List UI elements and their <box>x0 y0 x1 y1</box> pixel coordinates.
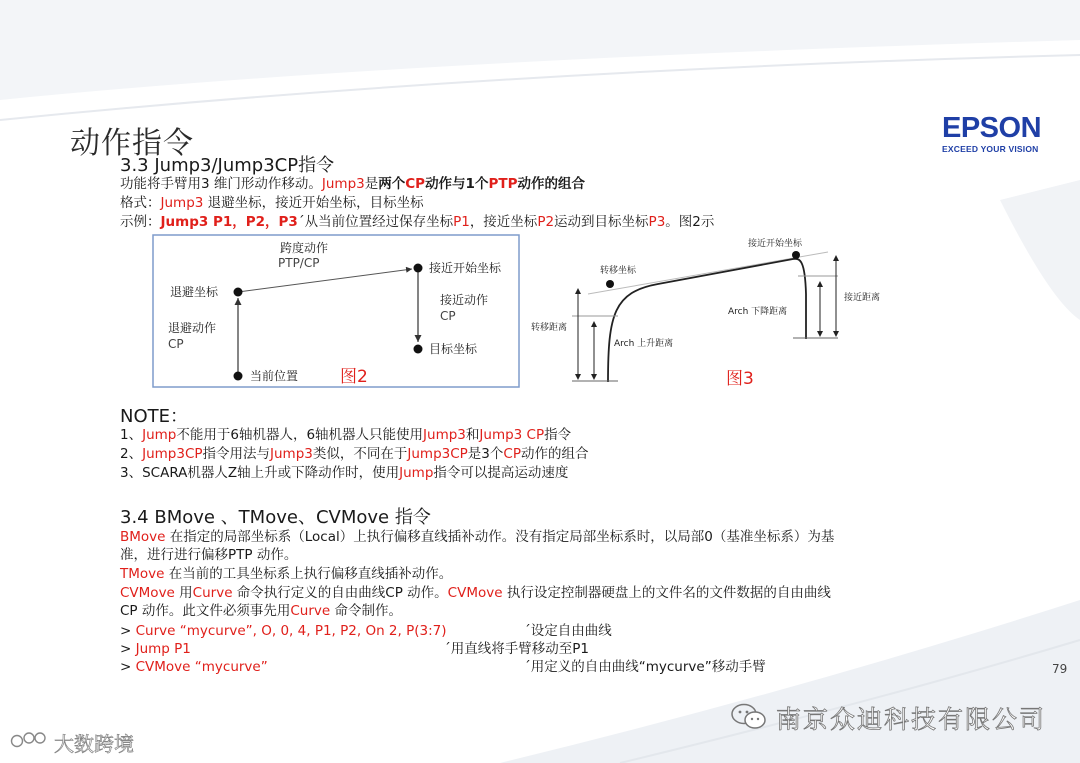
note-item-2: 2、Jump3CP指令用法与Jump3类似，不同在于Jump3CP是3个CP动作的组合 <box>120 446 589 462</box>
example-cvmove-comment: ´用定义的自由曲线“mycurve”移动手臂 <box>524 659 766 675</box>
watermark-source: 大数跨境 <box>54 732 134 756</box>
example-jump-comment: ´用直线将手臂移动至P1 <box>444 641 589 657</box>
fig3-approach-start-label: 接近开始坐标 <box>748 239 803 249</box>
section-heading-bmove: 3.4 BMove 、TMove、CVMove 指令 <box>120 507 431 528</box>
fig3-turn-dist-label: 转移距离 <box>531 323 568 333</box>
retreat-motion-label: 退避动作 <box>168 321 217 335</box>
jump3-description: 功能将手臂用3 维门形动作移动。Jump3是两个CP动作与1个PTP动作的组合 <box>120 176 585 192</box>
retreat-motion-type: CP <box>168 337 184 351</box>
jump3-format: 格式：Jump3 退避坐标，接近开始坐标，目标坐标 <box>120 195 424 211</box>
bmove-description-line1: BMove 在指定的局部坐标系（Local）上执行偏移直线插补动作。没有指定局部坐标系时，以局部0（基准坐标系）为基 <box>120 529 835 545</box>
figure-2-caption: 图2 <box>340 367 368 387</box>
cvmove-description-line2: CP 动作。此文件必须事先用Curve 命令制作。 <box>120 603 402 619</box>
figure-3-caption: 图3 <box>726 369 754 389</box>
note-item-3: 3、SCARA机器人Z轴上升或下降动作时，使用Jump指令可以提高运动速度 <box>120 465 569 481</box>
watermark-company: 南京众迪科技有限公司 <box>776 705 1047 734</box>
example-curve-command: > Curve “mycurve”, O, 0, 4, P1, P2, On 2, P(3:7) <box>120 623 447 639</box>
target-coord-label: 目标坐标 <box>429 342 478 356</box>
tmove-description: TMove 在当前的工具坐标系上执行偏移直线插补动作。 <box>120 566 453 582</box>
current-position-label: 当前位置 <box>250 369 299 383</box>
bmove-description-line2: 准，进行进行偏移PTP 动作。 <box>120 547 298 563</box>
example-cvmove-command: > CVMove “mycurve” <box>120 659 268 675</box>
figure-2-frame <box>153 235 519 387</box>
figure-2-jump3-path <box>150 232 522 390</box>
target-point-dot <box>414 345 423 354</box>
retreat-point-dot <box>234 288 243 297</box>
retreat-coord-label: 退避坐标 <box>170 285 219 299</box>
approach-motion-type: CP <box>440 309 456 323</box>
jump3-example: 示例：Jump3 P1，P2，P3´从当前位置经过保存坐标P1，接近坐标P2运动到目标坐标P3。图2示 <box>120 214 715 230</box>
note-item-1: 1、Jump不能用于6轴机器人，6轴机器人只能使用Jump3和Jump3 CP指令 <box>120 427 572 443</box>
note-title: NOTE： <box>120 406 189 427</box>
arch-path <box>608 259 806 382</box>
figure-3-arch-motion <box>528 234 881 392</box>
wechat-icon <box>730 702 768 732</box>
span-motion-type: PTP/CP <box>278 256 320 270</box>
page-number: 79 <box>1052 662 1068 676</box>
source-logo-icon <box>10 728 54 752</box>
cvmove-description-line1: CVMove 用Curve 命令执行定义的自由曲线CP 动作。CVMove 执行设定控制器硬盘上的文件名的文件数据的自由曲线 <box>120 585 831 601</box>
example-jump-command: > Jump P1 <box>120 641 191 657</box>
turn-point-dot <box>606 280 614 288</box>
brand-tagline: EXCEED YOUR VISION <box>942 144 1039 154</box>
approach-start-label: 接近开始坐标 <box>429 261 502 275</box>
example-curve-comment: ´设定自由曲线 <box>524 623 612 639</box>
fig3-turn-coord-label: 转移坐标 <box>600 266 637 276</box>
span-motion-label: 跨度动作 <box>280 241 329 255</box>
fig3-arch-down-label: Arch 下降距离 <box>728 307 788 317</box>
section-heading-jump3: 3.3 Jump3/Jump3CP指令 <box>120 155 335 176</box>
approach-start-point-dot <box>792 251 800 259</box>
current-position-dot <box>234 372 243 381</box>
approach-motion-label: 接近动作 <box>440 293 489 307</box>
fig3-arch-up-label: Arch 上升距离 <box>614 339 674 349</box>
approach-start-dot <box>414 264 423 273</box>
page-title: 动作指令 <box>70 126 194 161</box>
brand-name: EPSON <box>942 112 1042 144</box>
fig3-approach-dist-label: 接近距离 <box>844 293 881 303</box>
epson-logo <box>942 114 1041 154</box>
